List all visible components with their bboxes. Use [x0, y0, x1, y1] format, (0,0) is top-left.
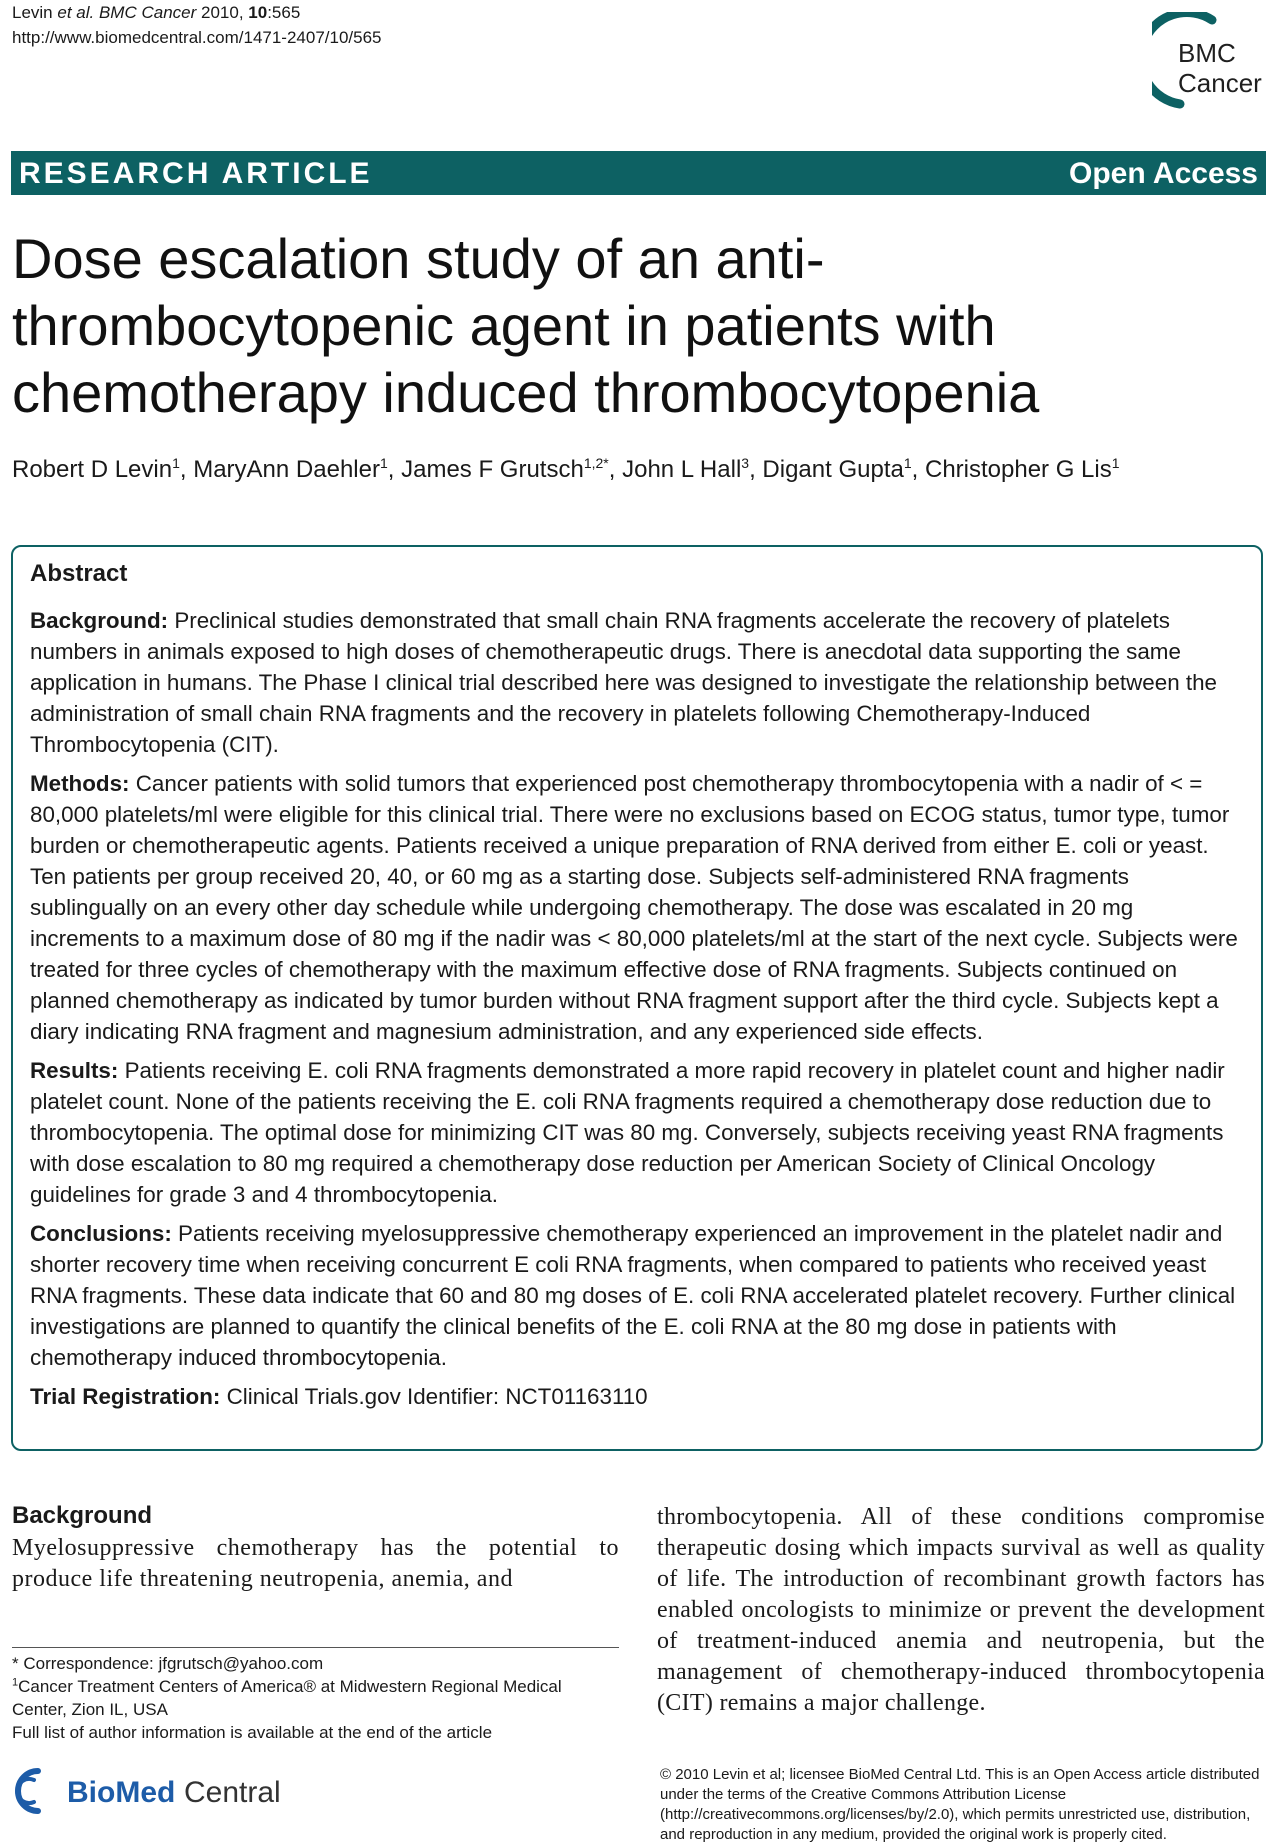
citation-authors: Levin [12, 3, 58, 22]
author-name: John L Hall [622, 456, 742, 483]
author-name: Christopher G Lis [924, 456, 1112, 483]
conclusions-text: Patients receiving myelosuppressive chemotherapy experienced an improvement in the platelet nadir and shorter recovery time when receiving concurrent E coli RNA fragments, when compared to patients who received yeast RNA fragments. These data indicate that 60 and 80 mg doses of E. coli RNA accelerated platelet recovery. Further clinical investigations are planned to quantify the clinical benefits of the E. coli RNA at the 80 mg dose in patients with chemotherapy induced thrombocytopenia. [30, 1221, 1236, 1370]
results-text: Patients receiving E. coli RNA fragments demonstrated a more rapid recovery in platelet count and higher nadir platelet count. None of the patients receiving the E. coli RNA fragments required a chemotherapy dose reduction due to thrombocytopenia. The optimal dose for minimizing CIT was 80 mg. Conversely, subjects receiving yeast RNA fragments with dose escalation to 80 mg required a chemotherapy dose reduction per American Society of Clinical Oncology guidelines for grade 3 and 4 thrombocytopenia. [30, 1058, 1225, 1207]
abstract-heading: Abstract [30, 560, 128, 587]
citation-line [12, 2, 300, 23]
author-list: Robert D Levin$^1$, MaryAnn Daehler$^1$, James F Grutsch$^{1,2*}$, John L Hall$^3$, Digant Gupta$^1$, Christopher G Lis$^1$ [12, 455, 1120, 483]
body-text-right-column: thrombocytopenia. All of these conditions compromise therapeutic dosing which impacts survival as well as quality of life. The introduction of recombinant growth factors has enabled oncologists to minimize or prevent the development of treatment-induced anemia and neutropenia, but the management of chemotherapy-induced thrombocytopenia (CIT) remains a major challenge. [657, 1504, 1265, 1716]
abstract-methods [30, 768, 1244, 1047]
correspondence-note: * Correspondence: jfgrutsch@yahoo.com [12, 1654, 324, 1673]
article-type-label: RESEARCH ARTICLE [19, 157, 373, 190]
footnotes [12, 1652, 619, 1744]
author-info-note: Full list of author information is available at the end of the article [12, 1723, 493, 1742]
citation-etal: et al. [57, 3, 95, 22]
body-text-left-column: Myelosuppressive chemotherapy has the potential to produce life threatening neutropenia, anemia, and [12, 1535, 619, 1592]
affiliation-text: Cancer Treatment Centers of America® at Midwestern Regional Medical Center, Zion IL, USA [12, 1677, 562, 1719]
results-label: Results: [30, 1058, 119, 1083]
author-affiliation: 1 [172, 455, 180, 471]
journal-logo-text [1178, 38, 1262, 98]
author-name: Digant Gupta [762, 456, 904, 483]
methods-label: Methods: [30, 771, 130, 796]
citation-journal: BMC Cancer [98, 3, 197, 22]
methods-text: Cancer patients with solid tumors that experienced post chemotherapy thrombocytopenia with a nadir of < = 80,000 platelets/ml were eligible for this clinical trial. There were no exclusions based on ECOG status, tumor type, tumor burden or chemotherapeutic agents. Patients received a unique preparation of RNA derived from either E. coli or yeast. Ten patients per group received 20, 40, or 60 mg as a starting dose. Subjects self-administered RNA fragments sublingually on an every other day schedule while undergoing chemotherapy. The dose was escalated in 20 mg increments to a maximum dose of 80 mg if the nadir was < 80,000 platelets/ml at the start of the next cycle. Subjects were treated for three cycles of chemotherapy with the maximum effective dose of RNA fragments. Subjects continued on planned chemotherapy as indicated by tumor burden without RNA fragment support after the third cycle. Subjects kept a diary indicating RNA fragment and magnesium administration, and any experienced side effects. [30, 771, 1238, 1044]
citation-volume: 10 [248, 3, 268, 22]
trial-label: Trial Registration: [30, 1384, 221, 1409]
open-access-label: Open Access [1069, 157, 1258, 190]
article-title: Dose escalation study of an anti-thrombocytopenic agent in patients with chemotherapy induced thrombocytopenia [12, 227, 1040, 424]
trial-text: Clinical Trials.gov Identifier: NCT01163110 [220, 1384, 648, 1409]
abstract-body [30, 605, 1244, 1420]
author-affiliation: 1,2* [583, 455, 609, 471]
background-label: Background: [30, 608, 169, 633]
author-affiliation: 3 [741, 455, 750, 471]
citation-article: :565 [267, 3, 301, 22]
author-affiliation: 1 [1111, 455, 1120, 471]
affiliation-note [12, 1675, 619, 1721]
abstract-trial-registration [30, 1381, 1244, 1412]
journal-logo-line2: Cancer [1178, 68, 1262, 98]
background-text: Preclinical studies demonstrated that small chain RNA fragments accelerate the recovery of platelets numbers in animals exposed to high doses of chemotherapeutic drugs. There is anecdotal data supporting the same application in humans. The Phase I clinical trial described here was designed to investigate the relationship between the administration of small chain RNA fragments and the recovery in platelets following Chemotherapy-Induced Thrombocytopenia (CIT). [30, 608, 1218, 757]
abstract-conclusions [30, 1218, 1244, 1373]
abstract-box [11, 545, 1263, 1451]
journal-logo-line1: BMC [1178, 38, 1236, 68]
abstract-background [30, 605, 1244, 760]
biomed-central-logo-icon [12, 1768, 302, 1814]
copyright-notice: © 2010 Levin et al; licensee BioMed Central Ltd. This is an Open Access article distributed under the terms of the Creative Commons Attribution License (http://creativecommons.org/licenses/by/2.0), which permits unrestricted use, distribution, and reproduction in any medium, provided the original work is properly cited. [660, 1766, 1260, 1843]
author-affiliation: 1 [903, 455, 912, 471]
affiliation-number: 1 [12, 1676, 19, 1689]
author-name: Robert D Levin [12, 456, 173, 483]
author-name: James F Grutsch [401, 456, 584, 483]
conclusions-label: Conclusions: [30, 1221, 172, 1246]
logo-central-text: Central [184, 1776, 281, 1809]
author-name: MaryAnn Daehler [193, 456, 380, 483]
article-url[interactable]: http://www.biomedcentral.com/1471-2407/10/565 [12, 28, 382, 47]
citation-year: 2010, [196, 3, 249, 22]
section-heading-background: Background [12, 1502, 153, 1529]
footnote-divider [12, 1647, 619, 1648]
logo-bio-text: BioMed [67, 1776, 176, 1809]
abstract-results [30, 1055, 1244, 1210]
author-affiliation: 1 [379, 455, 388, 471]
article-type-banner [11, 151, 1266, 195]
